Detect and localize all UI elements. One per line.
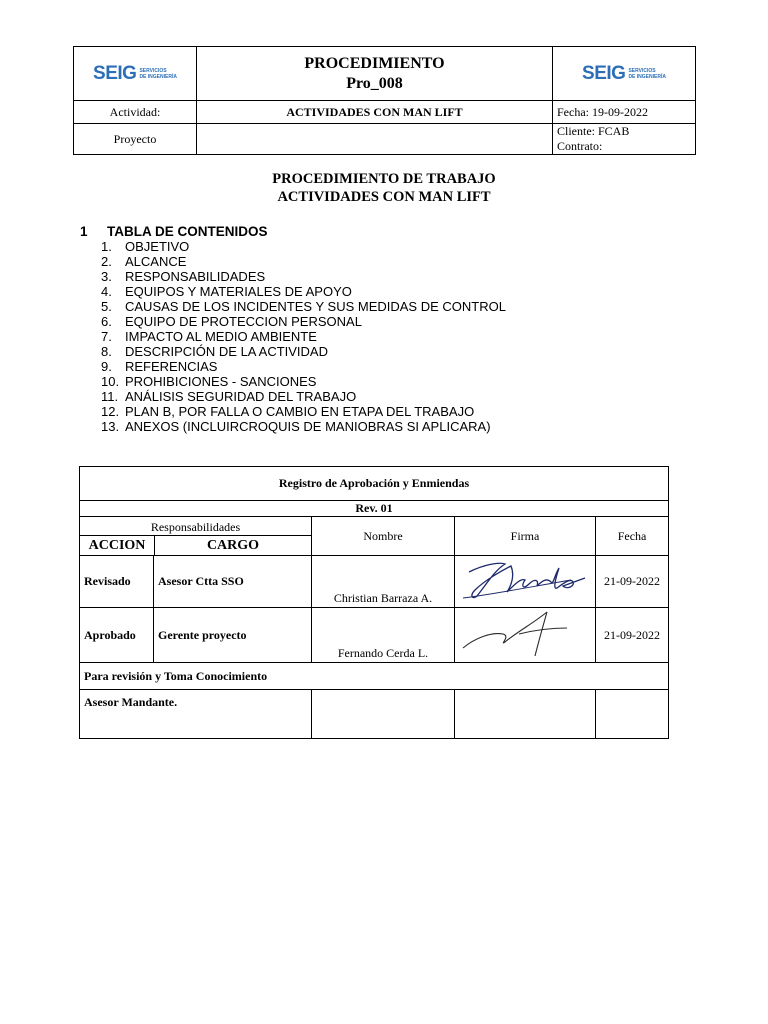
client: Cliente: FCAB <box>557 124 630 138</box>
mandante-label: Asesor Mandante. <box>80 690 312 739</box>
table-of-contents <box>101 239 506 434</box>
logo-left-cell <box>74 47 197 101</box>
signature-column-header: Firma <box>455 517 596 556</box>
toc-item: 4. EQUIPOS Y MATERIALES DE APOYO <box>101 284 352 299</box>
activity-label: Actividad: <box>74 101 197 124</box>
row-action: Aprobado <box>80 608 154 663</box>
cargo-column-header: CARGO <box>206 537 260 553</box>
approval-table <box>79 466 669 739</box>
toc-item: 3. RESPONSABILIDADES <box>101 269 266 284</box>
project-value <box>197 124 553 155</box>
row-cargo: Gerente proyecto <box>154 608 312 663</box>
logo-wordmark: SEIG <box>93 62 137 84</box>
row-action: Revisado <box>80 556 154 608</box>
handwritten-signature <box>455 556 596 603</box>
row-cargo: Asesor Ctta SSO <box>154 556 312 608</box>
toc-item: 7. IMPACTO AL MEDIO AMBIENTE <box>101 329 317 344</box>
toc-item: 1. OBJETIVO <box>101 239 190 254</box>
toc-item: 13. ANEXOS (INCLUIRCROQUIS DE MANIOBRAS SI APLICARA) <box>101 419 491 434</box>
signature-approver <box>455 608 596 663</box>
approval-title: Registro de Aprobación y Enmiendas <box>80 467 669 501</box>
document-title-line1: PROCEDIMIENTO DE TRABAJO <box>272 171 496 187</box>
signature-reviewer <box>455 556 596 608</box>
action-column-header: ACCION <box>80 536 155 555</box>
mandante-name <box>312 690 455 739</box>
logo-right-cell <box>553 47 696 101</box>
procedure-title: PROCEDIMIENTO Pro_008 <box>197 47 553 101</box>
company-logo-left <box>93 63 177 85</box>
date-column-header: Fecha <box>596 517 669 556</box>
toc-item: 5. CAUSAS DE LOS INCIDENTES Y SUS MEDIDAS DE CONTROL <box>101 299 506 314</box>
document-header-table <box>73 46 696 155</box>
table-row <box>80 690 669 739</box>
row-name: Fernando Cerda L. <box>312 608 455 663</box>
contract: Contrato: <box>557 139 603 153</box>
table-row <box>80 556 669 608</box>
company-logo-right <box>582 63 666 85</box>
row-date: 21-09-2022 <box>596 556 669 608</box>
handwritten-signature <box>455 608 596 658</box>
toc-item: 8. DESCRIPCIÓN DE LA ACTIVIDAD <box>101 344 328 359</box>
row-date: 21-09-2022 <box>596 608 669 663</box>
logo-subtitle: SERVICIOS DE INGENIERÍA <box>628 67 666 80</box>
review-row-label: Para revisión y Toma Conocimiento <box>80 663 669 690</box>
toc-item: 11. ANÁLISIS SEGURIDAD DEL TRABAJO <box>101 389 357 404</box>
responsibilities-header: Responsabilidades ACCION CARGO <box>80 517 312 556</box>
logo-subtitle: SERVICIOS DE INGENIERÍA <box>139 67 177 80</box>
toc-heading: 1 TABLA DE CONTENIDOS <box>80 224 268 239</box>
logo-wordmark: SEIG <box>582 62 626 84</box>
toc-item: 10. PROHIBICIONES - SANCIONES <box>101 374 317 389</box>
activity-value: ACTIVIDADES CON MAN LIFT <box>197 101 553 124</box>
mandante-date <box>596 690 669 739</box>
client-contract-cell <box>553 124 696 155</box>
toc-item: 12. PLAN B, POR FALLA O CAMBIO EN ETAPA DEL TRABAJO <box>101 404 475 419</box>
toc-item: 6. EQUIPO DE PROTECCION PERSONAL <box>101 314 362 329</box>
toc-item: 2. ALCANCE <box>101 254 187 269</box>
header-date: Fecha: 19-09-2022 <box>553 101 696 124</box>
row-name: Christian Barraza A. <box>312 556 455 608</box>
mandante-signature <box>455 690 596 739</box>
project-label: Proyecto <box>74 124 197 155</box>
document-title-line2: ACTIVIDADES CON MAN LIFT <box>277 189 491 205</box>
name-column-header: Nombre <box>312 517 455 556</box>
table-row <box>80 608 669 663</box>
revision-label: Rev. 01 <box>80 501 669 517</box>
toc-item: 9. REFERENCIAS <box>101 359 218 374</box>
